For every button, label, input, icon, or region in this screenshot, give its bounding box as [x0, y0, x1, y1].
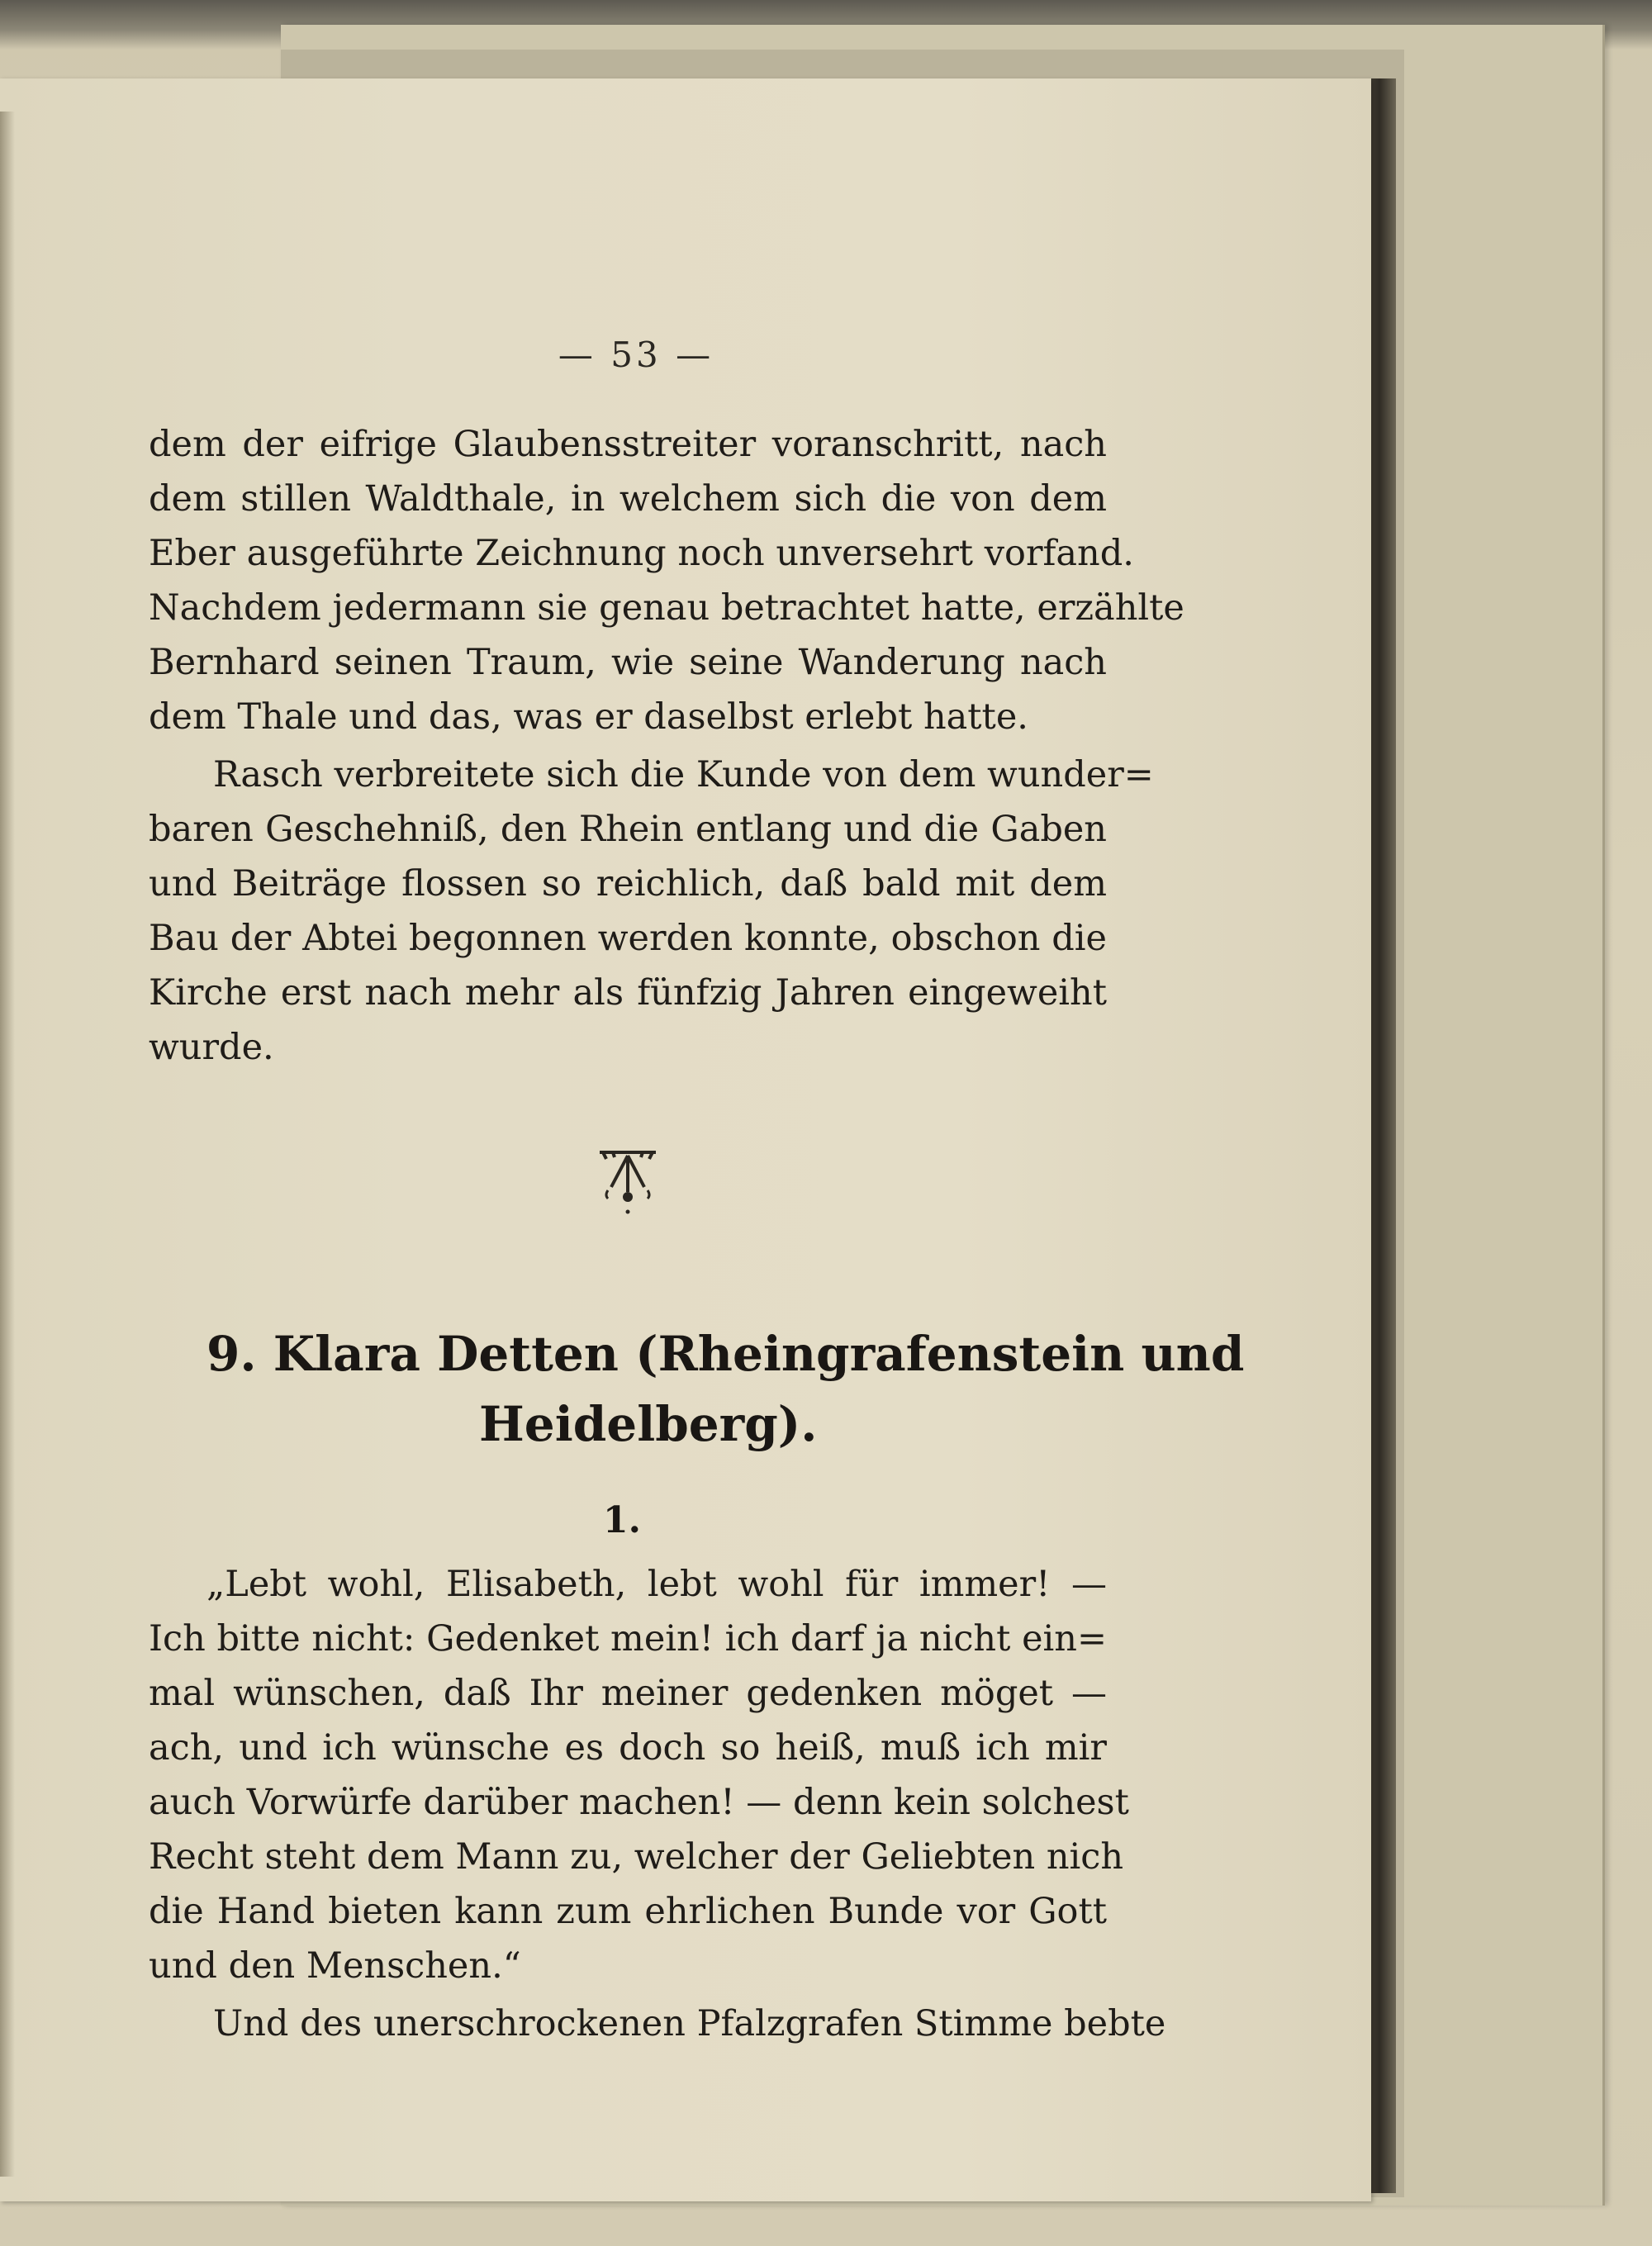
book-page: [0, 78, 1371, 2201]
text-line: Und des unerschrockenen Pfalzgrafen Stimme bebte: [213, 2003, 1166, 2044]
text-line: die Hand bieten kann zum ehrlichen Bunde vor Gott: [149, 1891, 1107, 1932]
text-line: mal wünschen, daß Ihr meiner gedenken möget —: [149, 1673, 1107, 1714]
text-line: dem stillen Waldthale, in welchem sich die von dem: [149, 478, 1107, 520]
ornament-icon: [595, 1144, 661, 1218]
text-line: Ich bitte nicht: Gedenket mein! ich darf ja nicht ein=: [149, 1618, 1107, 1660]
text-line: wurde.: [149, 1027, 274, 1068]
page-left-edge: [0, 112, 15, 2177]
text-line: Nachdem jedermann sie genau betrachtet hatte, erzählte: [149, 587, 1184, 629]
chapter-heading-line1: 9. Klara Detten (Rheingrafenstein und: [206, 1326, 1245, 1382]
text-line: Eber ausgeführte Zeichnung noch unversehrt vorfand.: [149, 533, 1134, 574]
text-line: Recht steht dem Mann zu, welcher der Geliebten nich: [149, 1836, 1124, 1878]
section-number: 1.: [603, 1499, 641, 1541]
page-number: — 53 —: [558, 335, 714, 375]
text-line: Kirche erst nach mehr als fünfzig Jahren eingeweiht: [149, 972, 1107, 1014]
text-line: Rasch verbreitete sich die Kunde von dem wunder=: [213, 754, 1154, 795]
text-line: und den Menschen.“: [149, 1945, 521, 1987]
text-line: „Lebt wohl, Elisabeth, lebt wohl für immer! —: [206, 1564, 1107, 1605]
text-line: ach, und ich wünsche es doch so heiß, muß ich mir: [149, 1727, 1107, 1769]
text-line: baren Geschehniß, den Rhein entlang und die Gaben: [149, 809, 1107, 850]
text-line: Bau der Abtei begonnen werden konnte, obschon die: [149, 918, 1107, 959]
text-line: auch Vorwürfe darüber machen! — denn kein solchest: [149, 1782, 1129, 1823]
text-line: dem der eifrige Glaubensstreiter voranschritt, nach: [149, 424, 1107, 465]
text-line: dem Thale und das, was er daselbst erlebt hatte.: [149, 696, 1028, 738]
text-line: und Beiträge flossen so reichlich, daß bald mit dem: [149, 863, 1107, 905]
chapter-heading-line2: Heidelberg).: [479, 1396, 818, 1452]
text-line: Bernhard seinen Traum, wie seine Wanderung nach: [149, 642, 1107, 683]
